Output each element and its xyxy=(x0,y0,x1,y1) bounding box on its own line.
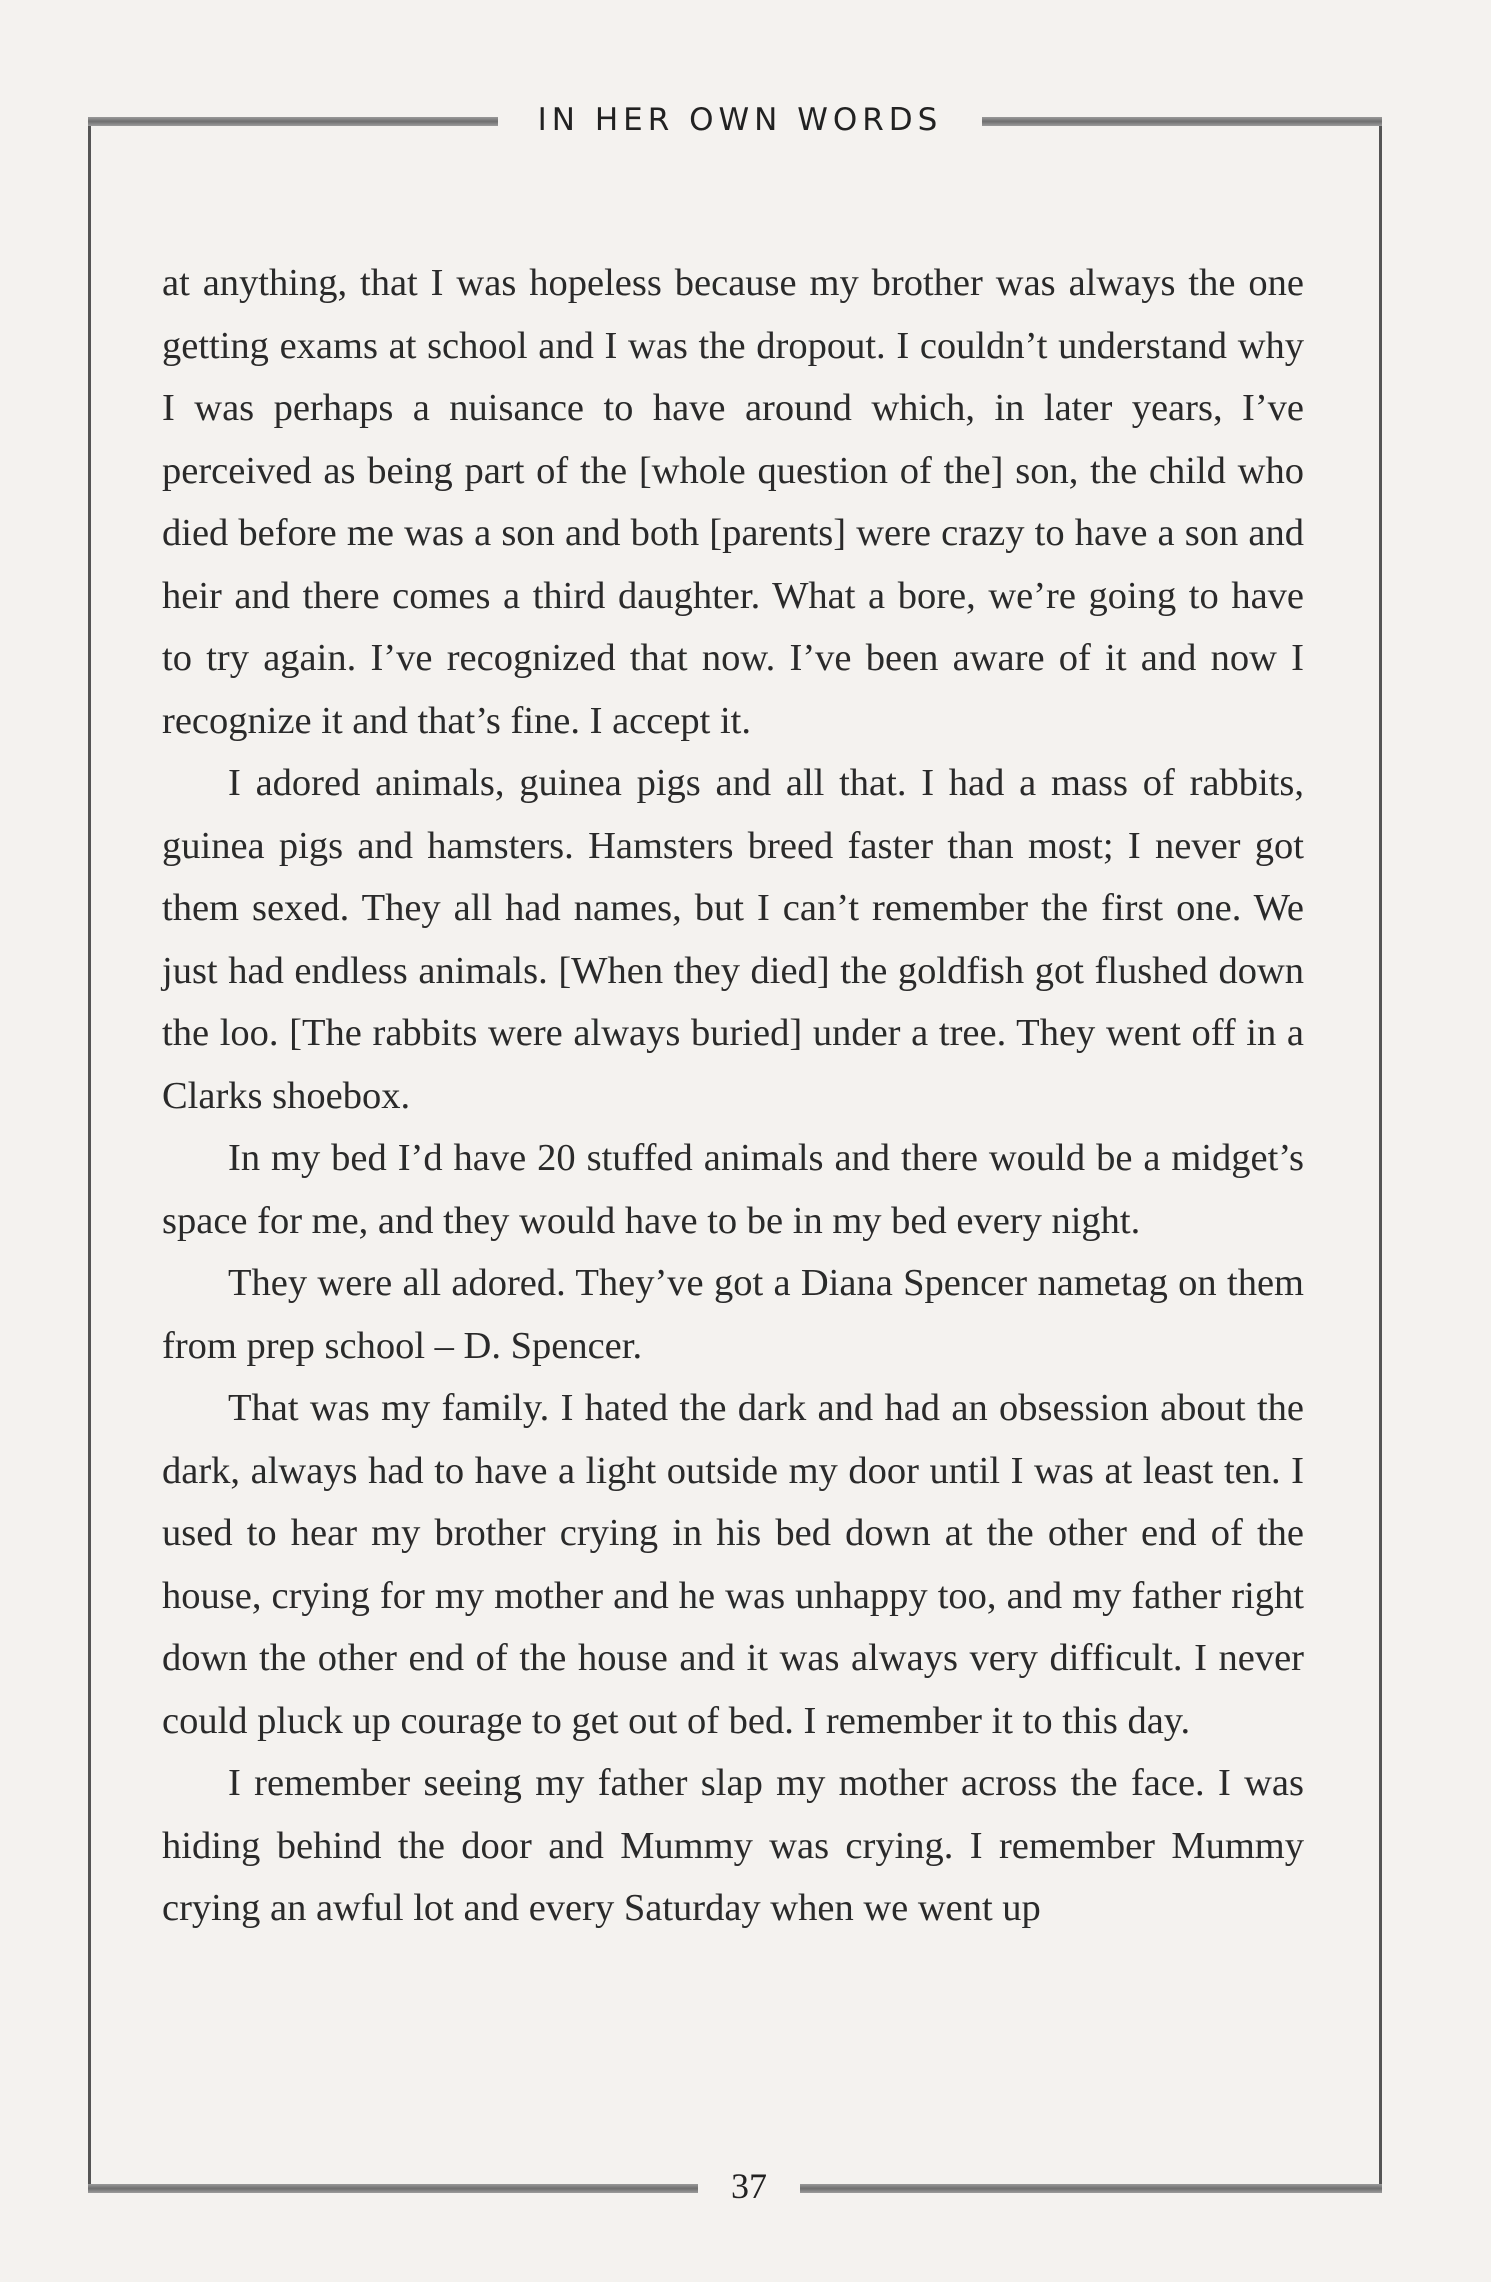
paragraph: I remember seeing my father slap my mother across the face. I was hiding behind the door and Mummy was crying. I remember Mummy crying an awful lot and every Saturday when we went up xyxy=(162,1762,1304,1929)
page-number: 37 xyxy=(731,2166,767,2206)
paragraph: That was my family. I hated the dark and had an obsession about the dark, always had to have a light outside my door until I was at least ten. I used to hear my brother crying in his bed down at the other end of the house, crying for my mother and he was unhappy too, and my father right down the other end of the house and it was always very difficult. I never could pluck up courage to get out of bed. I remember it to this day. xyxy=(162,1387,1304,1742)
header-rule-right xyxy=(982,117,1382,126)
footer-rule-left xyxy=(88,2184,698,2193)
body-text xyxy=(162,252,1304,1940)
footer-rule-right xyxy=(800,2184,1382,2193)
running-head: IN HER OWN WORDS xyxy=(537,102,943,138)
header-rule-left xyxy=(88,117,498,126)
paragraph: I adored animals, guinea pigs and all that. I had a mass of rabbits, guinea pigs and hamsters. Hamsters breed faster than most; I never got them sexed. They all had names, but I can’t remember the first one. We just had endless animals. [When they died] the goldfish got flushed down the loo. [The rabbits were always buried] under a tree. They went off in a Clarks shoebox. xyxy=(162,762,1304,1117)
paragraph: at anything, that I was hopeless because my brother was always the one getting exams at school and I was the dropout. I couldn’t understand why I was perhaps a nuisance to have around which, in later years, I’ve perceived as being part of the [whole question of the] son, the child who died before me was a son and both [parents] were crazy to have a son and heir and there comes a third daughter. What a bore, we’re going to have to try again. I’ve recognized that now. I’ve been aware of it and now I recognize it and that’s fine. I accept it. xyxy=(162,262,1304,742)
paragraph: In my bed I’d have 20 stuffed animals and there would be a midget’s space for me, and they would have to be in my bed every night. xyxy=(162,1137,1304,1242)
paragraph: They were all adored. They’ve got a Diana Spencer nametag on them from prep school – D. Spencer. xyxy=(162,1262,1304,1367)
